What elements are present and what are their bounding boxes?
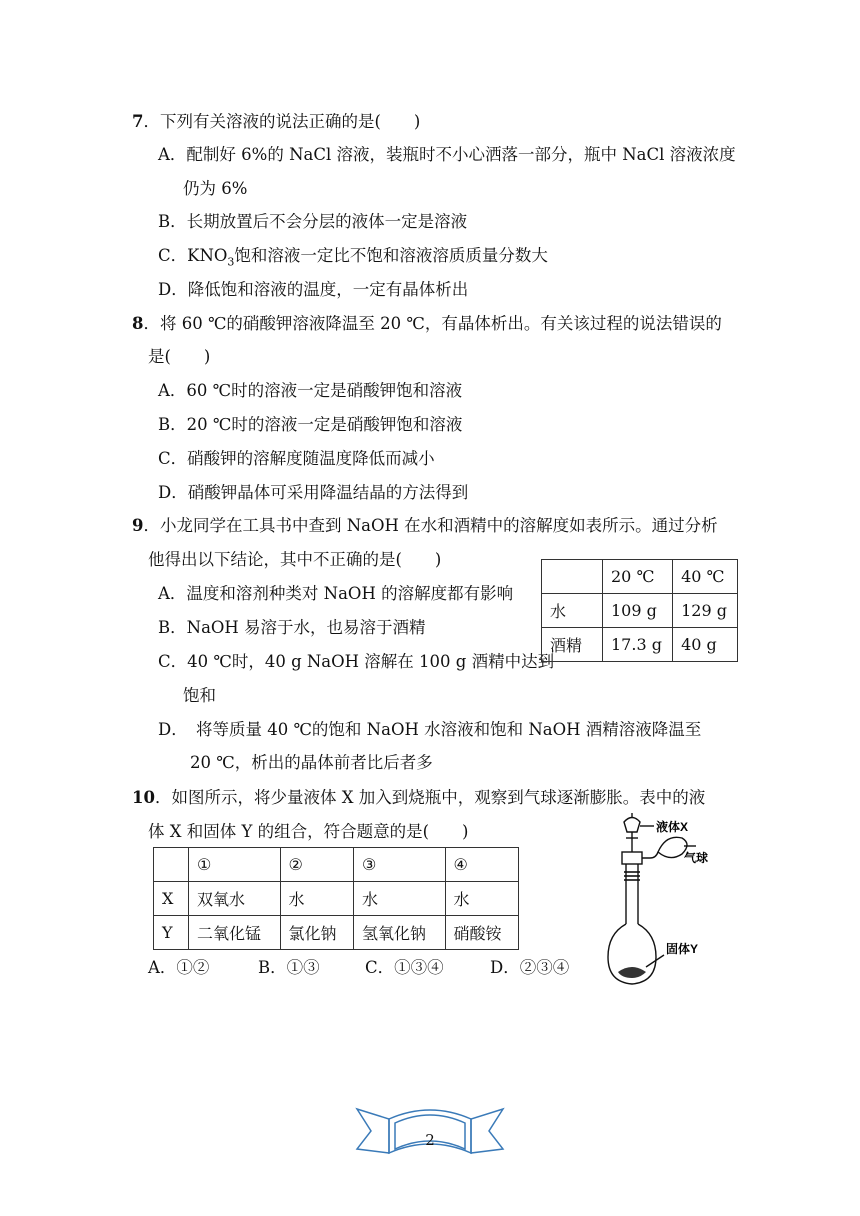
q7-option-a-cont: 仍为 6% [183, 179, 248, 198]
q9-option-c: C．40 ℃时，40 g NaOH 溶解在 100 g 酒精中达到 [158, 652, 555, 671]
q10-option-b: B．①③ [258, 958, 320, 977]
table-cell: ② [280, 848, 353, 882]
q10-stem-cont: 体 X 和固体 Y 的组合，符合题意的是( ) [148, 822, 469, 841]
q7-stem: 7．下列有关溶液的说法正确的是( ) [132, 112, 421, 131]
table-cell: Y [154, 916, 189, 950]
table-row [154, 848, 519, 882]
q8-stem: 8．将 60 ℃的硝酸钾溶液降温至 20 ℃，有晶体析出。有关该过程的说法错误的 [132, 314, 722, 333]
q9-option-a: A．温度和溶剂种类对 NaOH 的溶解度都有影响 [158, 584, 514, 603]
solid-y-label: 固体Y [666, 942, 699, 956]
table-cell: 109 g [603, 594, 673, 628]
q9-stem-cont: 他得出以下结论，其中不正确的是( ) [148, 550, 442, 569]
table-cell: 硝酸铵 [445, 916, 518, 950]
q9-number: 9 [132, 516, 144, 535]
table-cell: 二氧化锰 [189, 916, 281, 950]
q9-stem: 9．小龙同学在工具书中查到 NaOH 在水和酒精中的溶解度如表所示。通过分析 [132, 516, 718, 535]
table-cell: ④ [445, 848, 518, 882]
table-cell: ③ [353, 848, 445, 882]
table-cell: 40 ℃ [673, 560, 738, 594]
table-cell: 20 ℃ [603, 560, 673, 594]
flask-apparatus-figure [600, 812, 730, 992]
q8-stem-cont: 是( ) [148, 347, 211, 366]
q9-solubility-table [541, 559, 738, 662]
table-row [542, 628, 738, 662]
table-row [154, 882, 519, 916]
table-cell: 酒精 [542, 628, 603, 662]
table-cell: 水 [353, 882, 445, 916]
q8-option-a: A．60 ℃时的溶液一定是硝酸钾饱和溶液 [158, 381, 463, 400]
table-cell: 水 [445, 882, 518, 916]
table-cell [542, 560, 603, 594]
q9-option-b: B．NaOH 易溶于水，也易溶于酒精 [158, 618, 426, 637]
q10-option-a: A．①② [148, 958, 210, 977]
q10-option-c: C．①③④ [365, 958, 444, 977]
table-cell [154, 848, 189, 882]
q8-number: 8 [132, 314, 144, 333]
table-cell: 氯化钠 [280, 916, 353, 950]
q7-option-a: A．配制好 6%的 NaCl 溶液，装瓶时不小心洒落一部分，瓶中 NaCl 溶液浓度 [158, 145, 736, 164]
balloon-label: 气球 [684, 851, 709, 865]
q7-option-b: B．长期放置后不会分层的液体一定是溶液 [158, 212, 468, 231]
table-cell: 双氧水 [189, 882, 281, 916]
table-cell: 水 [280, 882, 353, 916]
q9-option-d: D． 将等质量 40 ℃的饱和 NaOH 水溶液和饱和 NaOH 酒精溶液降温至 [158, 720, 702, 739]
q10-number: 10 [132, 788, 155, 807]
q8-option-b: B．20 ℃时的溶液一定是硝酸钾饱和溶液 [158, 415, 463, 434]
liquid-x-label: 液体X [656, 820, 689, 834]
table-row [542, 594, 738, 628]
q7-number: 7 [132, 112, 144, 131]
q7-option-d: D．降低饱和溶液的温度，一定有晶体析出 [158, 280, 469, 299]
q10-option-d: D．②③④ [490, 958, 570, 977]
q9-option-d-cont: 20 ℃，析出的晶体前者比后者多 [190, 753, 433, 772]
q10-stem: 10．如图所示，将少量液体 X 加入到烧瓶中，观察到气球逐渐膨胀。表中的液 [132, 788, 706, 807]
q7-option-c: C．$KNO_3$饱和溶液一定比不饱和溶液溶质质量分数大 [158, 246, 548, 269]
table-cell: 40 g [673, 628, 738, 662]
q8-option-c: C．硝酸钾的溶解度随温度降低而减小 [158, 449, 435, 468]
table-cell: 129 g [673, 594, 738, 628]
table-cell: X [154, 882, 189, 916]
table-cell: 氢氧化钠 [353, 916, 445, 950]
page-number: 2 [425, 1131, 435, 1149]
table-cell: 17.3 g [603, 628, 673, 662]
q8-option-d: D．硝酸钾晶体可采用降温结晶的方法得到 [158, 483, 469, 502]
table-row [154, 916, 519, 950]
table-row [542, 560, 738, 594]
table-cell: ① [189, 848, 281, 882]
q9-option-c-cont: 饱和 [183, 686, 216, 705]
q10-combination-table [153, 847, 519, 950]
table-cell: 水 [542, 594, 603, 628]
